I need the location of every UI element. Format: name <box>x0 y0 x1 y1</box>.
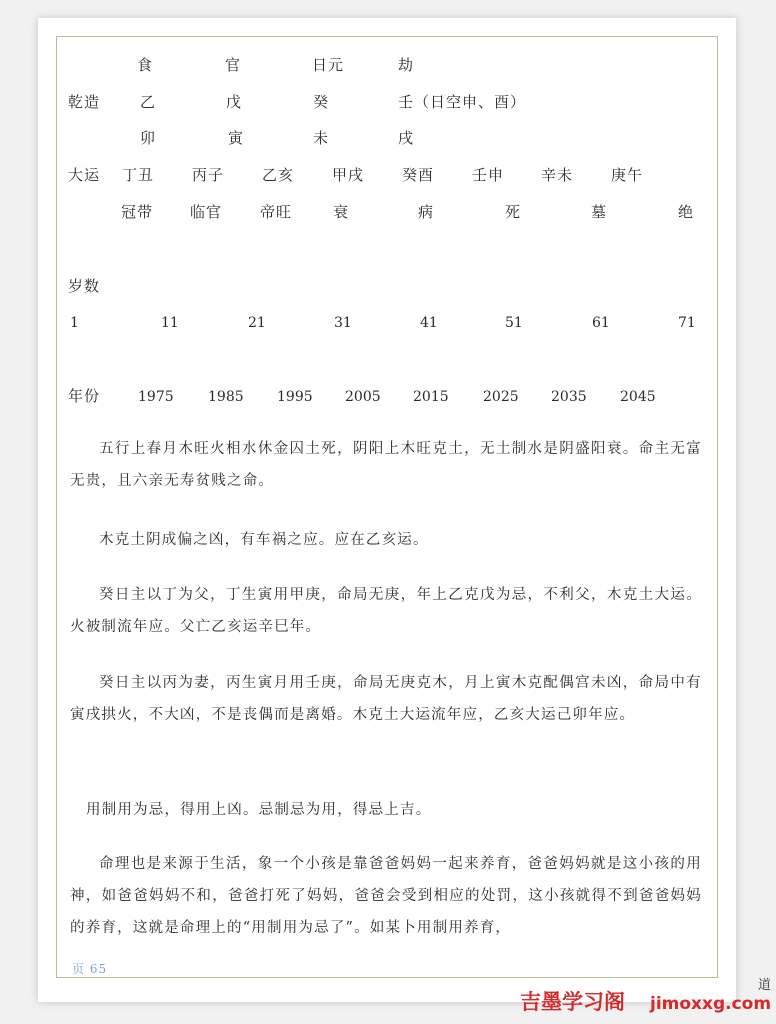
stem-year: 乙 <box>140 93 157 111</box>
phase-item: 冠带 <box>121 203 154 221</box>
age-value: 51 <box>505 315 523 331</box>
phase-item: 墓 <box>591 203 608 221</box>
phase-item: 衰 <box>333 203 350 221</box>
year-value: 1985 <box>208 389 244 405</box>
dayun-item: 庚午 <box>611 166 644 184</box>
phase-item: 死 <box>505 203 522 221</box>
paragraph: 五行上春月木旺火相水休金囚土死，阴阳上木旺克土，无土制水是阴盛阳衰。命主无富无贵，且六亲无寿贫贱之命。 <box>70 441 702 489</box>
paragraph: 癸日主以丙为妻，丙生寅月用壬庚，命局无庚克木，月上寅木克配偶宫未凶，命局中有寅戌拱火，不大凶，不是丧偶而是离婚。木克土大运流年应，乙亥大运己卯年应。 <box>70 675 702 723</box>
stem-day: 癸 <box>313 93 330 111</box>
dayun-item: 丙子 <box>192 166 225 184</box>
shishen-guan: 官 <box>225 56 242 74</box>
age-value: 1 <box>70 315 79 331</box>
phase-item: 绝 <box>678 203 695 221</box>
year-value: 1995 <box>277 389 313 405</box>
dayun-item: 壬申 <box>472 166 505 184</box>
branch-day: 未 <box>313 129 330 147</box>
paragraph: 癸日主以丁为父，丁生寅用甲庚，命局无庚，年上乙克戊为忌，不利父，木克土大运。火被制流年应。父亡乙亥运辛巳年。 <box>70 587 702 635</box>
year-value: 2015 <box>413 389 449 405</box>
shishen-jie: 劫 <box>398 56 415 74</box>
dayun-item: 甲戌 <box>332 166 365 184</box>
year-value: 2035 <box>551 389 587 405</box>
stem-month: 戊 <box>226 93 243 111</box>
phase-item: 帝旺 <box>260 203 293 221</box>
shishen-riyuan: 日元 <box>312 56 345 74</box>
phase-item: 临官 <box>190 203 223 221</box>
year-value: 2045 <box>620 389 656 405</box>
age-value: 21 <box>248 315 266 331</box>
watermark-logo-text: 吉墨学习阁 <box>520 990 625 1014</box>
dayun-item: 乙亥 <box>262 166 295 184</box>
branch-month: 寅 <box>228 129 245 147</box>
dayun-item: 辛未 <box>541 166 574 184</box>
age-value: 41 <box>420 315 438 331</box>
paragraph: 用制用为忌，得用上凶。忌制忌为用，得忌上吉。 <box>86 802 432 818</box>
page-number: 页 65 <box>72 962 108 976</box>
paragraph: 命理也是来源于生活，象一个小孩是靠爸爸妈妈一起来养育，爸爸妈妈就是这小孩的用神，如爸爸妈妈不和，爸爸打死了妈妈，爸爸会受到相应的处罚，这小孩就得不到爸爸妈妈的养育，这就是命理上的“用制用为忌了”。如某卜用制用养育， <box>70 856 702 936</box>
watermark-url: jimoxxg.com <box>650 994 772 1014</box>
shishen-shi: 食 <box>137 56 154 74</box>
dayun-item: 丁丑 <box>122 166 155 184</box>
age-label: 岁数 <box>68 277 101 295</box>
year-value: 2025 <box>483 389 519 405</box>
paragraph: 木克土阴成偏之凶，有车祸之应。应在乙亥运。 <box>99 532 429 548</box>
phase-item: 病 <box>418 203 435 221</box>
branch-year: 卯 <box>140 129 157 147</box>
dayun-item: 癸酉 <box>402 166 435 184</box>
age-value: 11 <box>161 315 179 331</box>
stray-glyph: 道 <box>758 978 772 993</box>
qianzao-label: 乾造 <box>68 93 101 111</box>
age-value: 31 <box>334 315 352 331</box>
year-label: 年份 <box>68 387 101 405</box>
branch-hour: 戌 <box>398 129 415 147</box>
year-value: 2005 <box>345 389 381 405</box>
age-value: 71 <box>678 315 696 331</box>
year-value: 1975 <box>138 389 174 405</box>
age-value: 61 <box>592 315 610 331</box>
dayun-label: 大运 <box>68 166 101 184</box>
stem-hour: 壬（日空申、酉） <box>398 93 527 111</box>
